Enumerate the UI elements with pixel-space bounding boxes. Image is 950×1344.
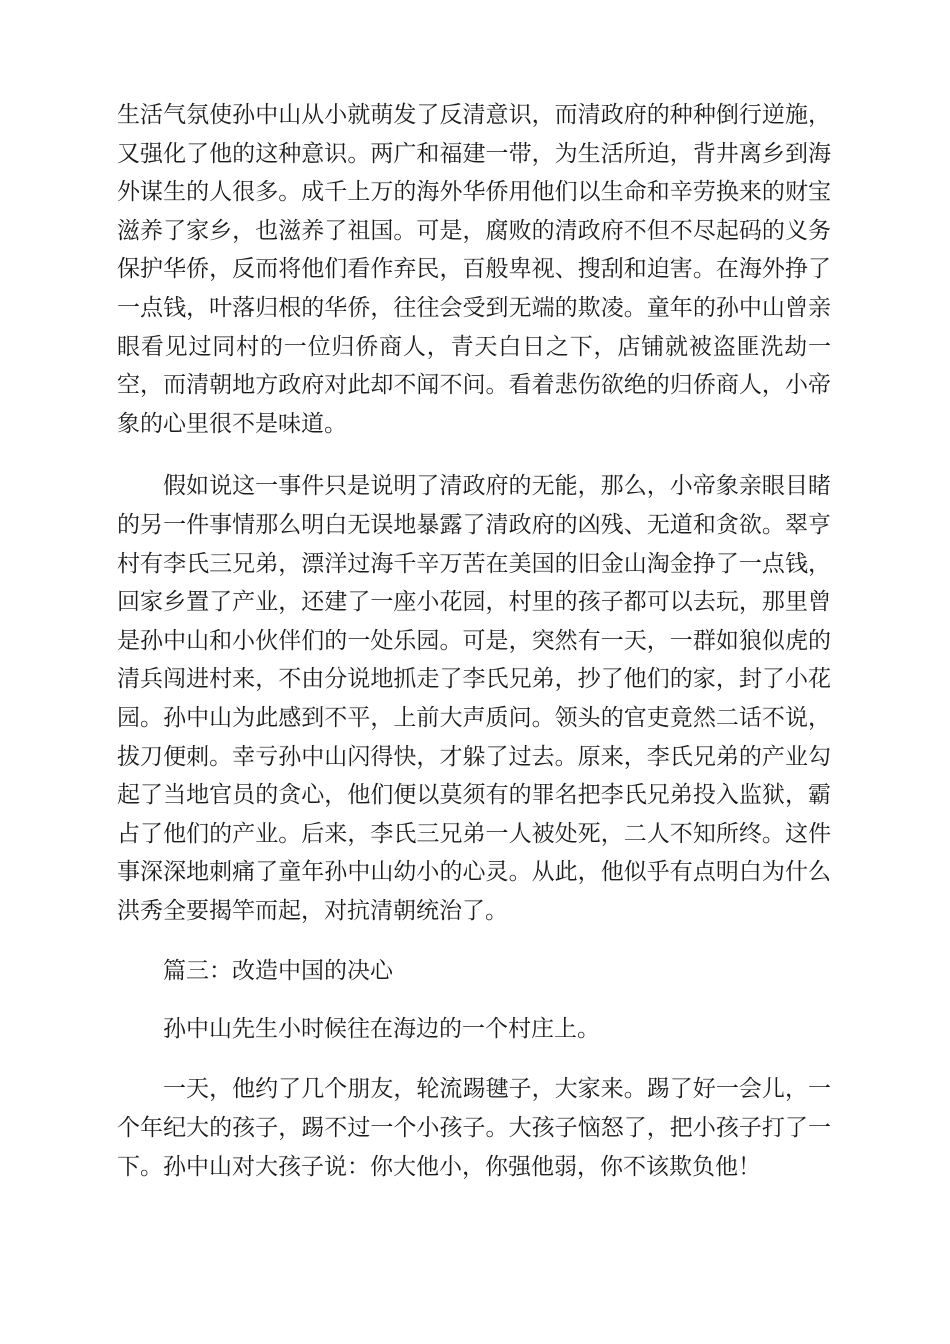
paragraph-li-brothers: 假如说这一事件只是说明了清政府的无能，那么，小帝象亲眼目睹的另一件事情那么明白无误地暴露了清政府的凶残、无道和贪欲。翠亨村有李氏三兄弟，漂洋过海千辛万苦在美国的旧金山淘金挣了一点钱，回家乡置了产业，还建了一座小花园，村里的孩子都可以去玩，那里曾是孙中山和小伙伴们的一处乐园。可是，突然有一天，一群如狼似虎的清兵闯进村来，不由分说地抓走了李氏兄弟，抄了他们的家，封了小花园。孙中山为此感到不平，上前大声质问。领头的官吏竟然二话不说，拔刀便刺。幸亏孙中山闪得快，才躲了过去。原来，李氏兄弟的产业勾起了当地官员的贪心，他们便以莫须有的罪名把李氏兄弟投入监狱，霸占了他们的产业。后来，李氏三兄弟一人被处死，二人不知所终。这件事深深地刺痛了童年孙中山幼小的心灵。从此，他似乎有点明白为什么洪秀全要揭竿而起，对抗清朝统治了。 bbox=[117, 473, 831, 924]
paragraph-reactionary-awareness: 生活气氛使孙中山从小就萌发了反清意识，而清政府的种种倒行逆施，又强化了他的这种意识。两广和福建一带，为生活所迫，背井离乡到海外谋生的人很多。成千上万的海外华侨用他们以生命和辛劳换来的财宝滋养了家乡，也滋养了祖国。可是，腐败的清政府不但不尽起码的义务保护华侨，反而将他们看作弃民，百般卑视、搜刮和迫害。在海外挣了一点钱，叶落归根的华侨，往往会受到无端的欺凌。童年的孙中山曾亲眼看见过同村的一位归侨商人，青天白日之下，店铺就被盗匪洗劫一空，而清朝地方政府对此却不闻不问。看着悲伤欲绝的归侨商人，小帝象的心里很不是味道。 bbox=[117, 102, 831, 437]
paragraph-shuttlecock-story: 一天，他约了几个朋友，轮流踢毽子，大家来。踢了好一会儿，一个年纪大的孩子，踢不过一个小孩子。大孩子恼怒了，把小孩子打了一下。孙中山对大孩子说：你大他小，你强他弱，你不该欺负他！ bbox=[117, 1076, 831, 1180]
document-page bbox=[117, 96, 831, 1186]
paragraph-childhood-village: 孙中山先生小时候往在海边的一个村庄上。 bbox=[163, 1016, 600, 1043]
section-heading-chapter-three: 篇三：改造中国的决心 bbox=[163, 958, 393, 985]
